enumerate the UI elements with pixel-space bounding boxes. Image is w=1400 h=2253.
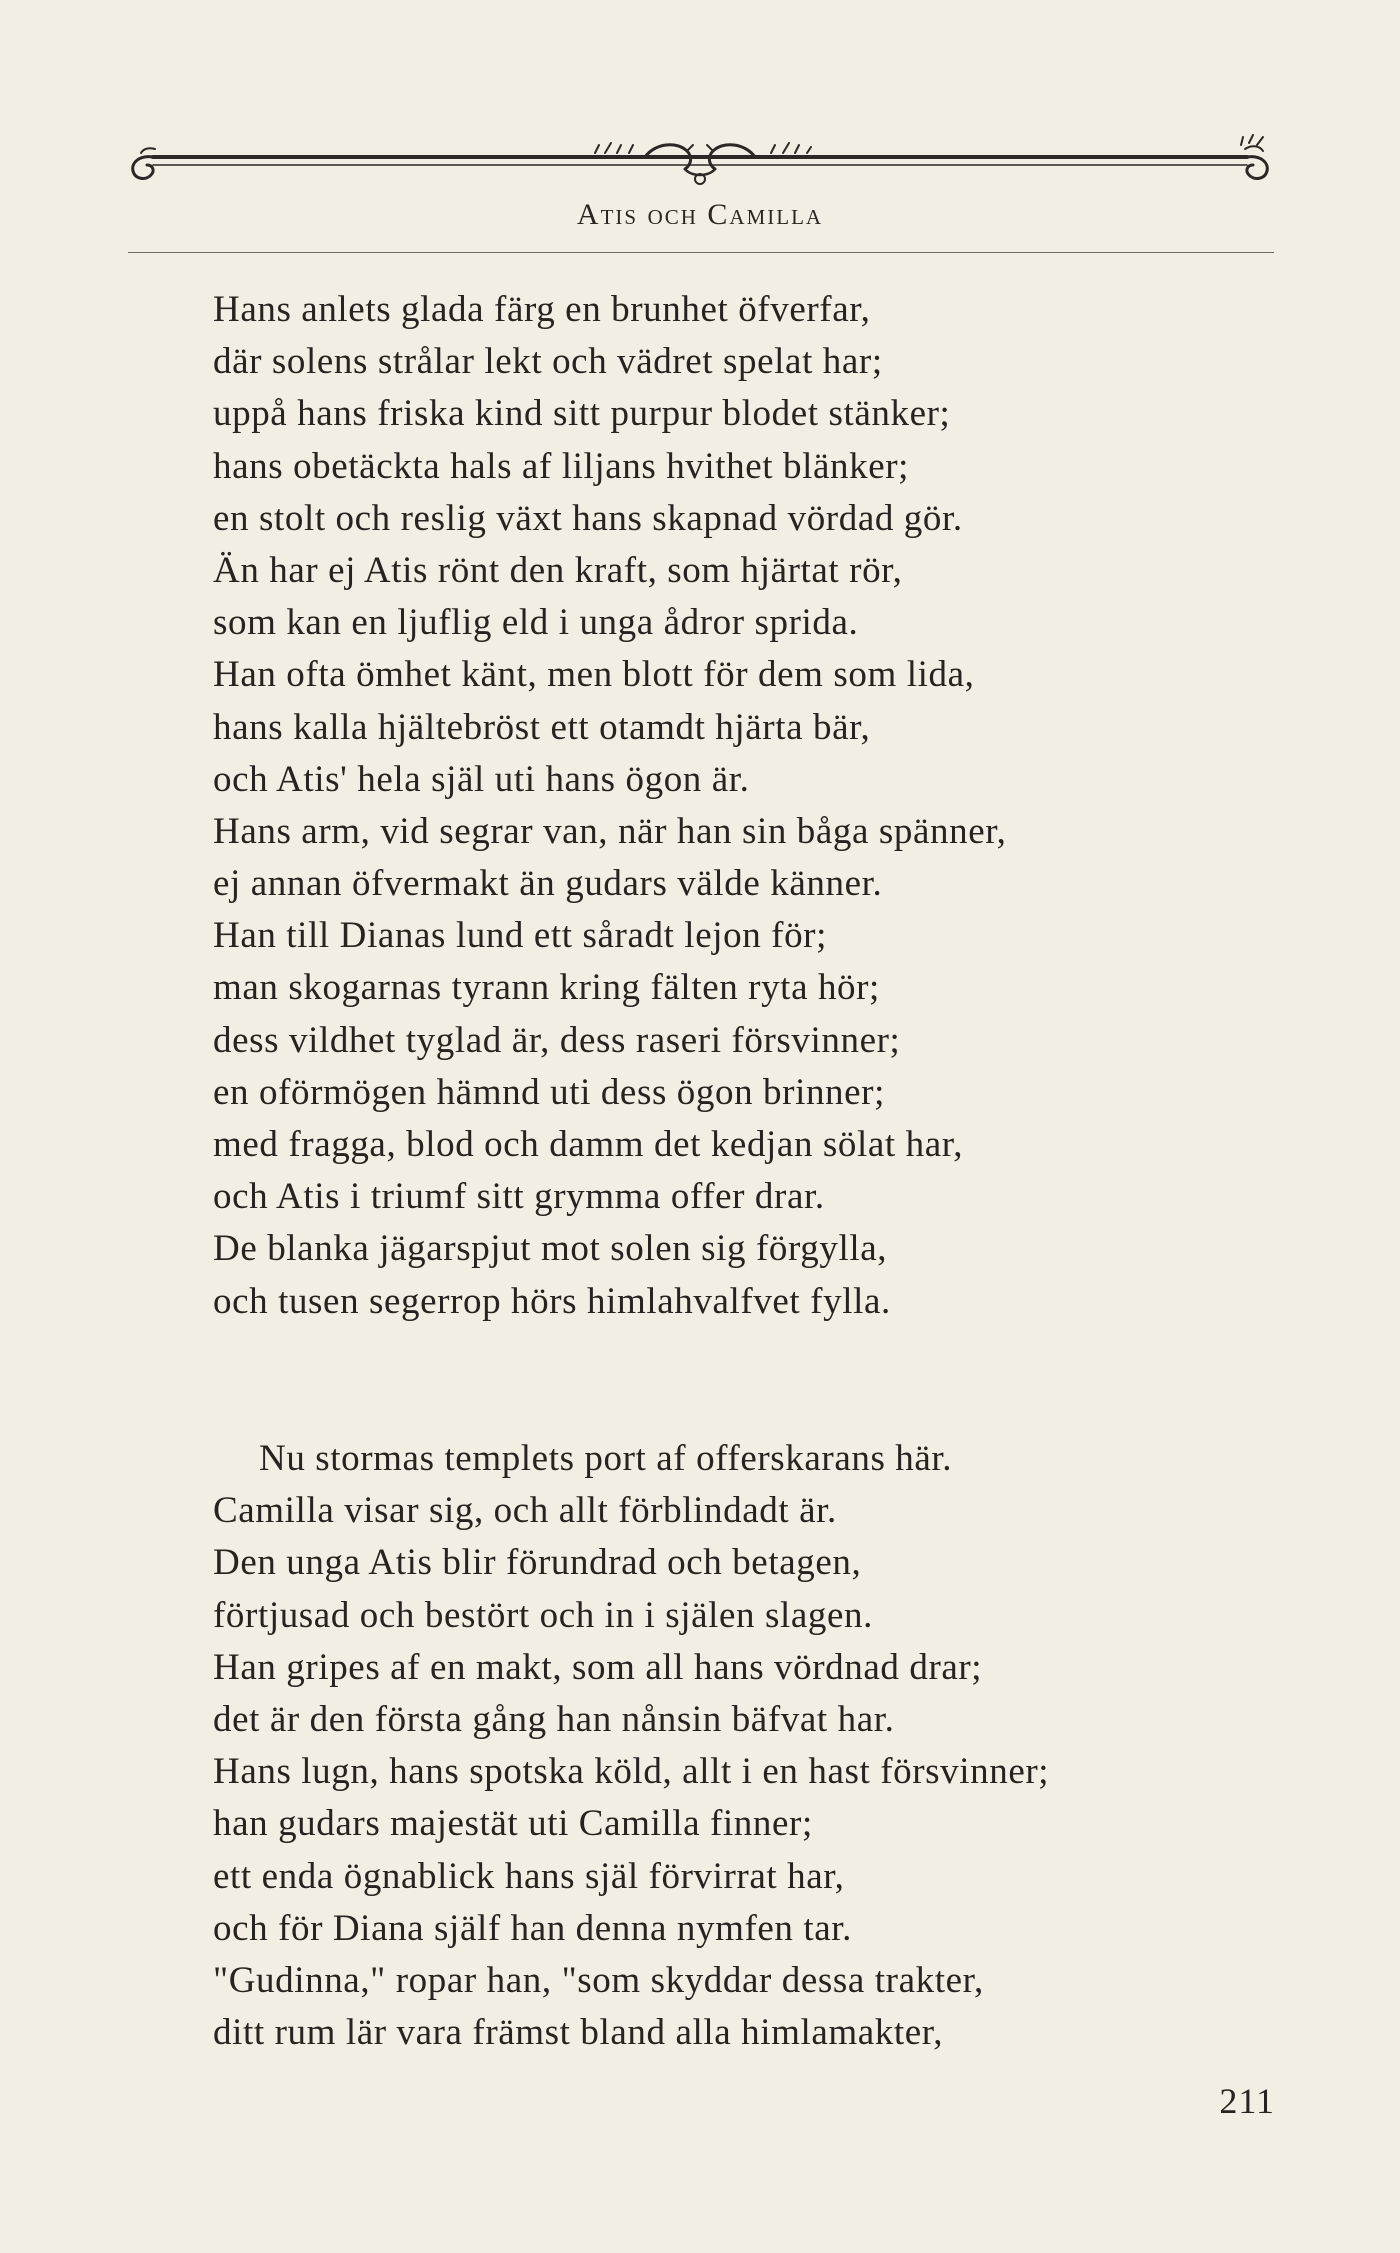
verse-line: hans kalla hjältebröst ett otamdt hjärta bär, xyxy=(213,706,871,748)
verse-line: och för Diana själf han denna nymfen tar. xyxy=(213,1907,852,1949)
verse-line: som kan en ljuflig eld i unga ådror sprida. xyxy=(213,602,859,644)
verse-line: Han till Dianas lund ett såradt lejon för; xyxy=(213,915,827,957)
page-number: 211 xyxy=(1219,2081,1275,2121)
verse-line: Camilla visar sig, och allt förblindadt är. xyxy=(213,1490,837,1532)
verse-line: en stolt och reslig växt hans skapnad vördad gör. xyxy=(213,497,963,539)
verse-line: förtjusad och bestört och in i själen slagen. xyxy=(213,1594,873,1636)
header-divider xyxy=(128,252,1274,253)
verse-line: uppå hans friska kind sitt purpur blodet stänker; xyxy=(213,393,951,435)
header-ornament-icon xyxy=(125,125,1275,195)
verse-line: och tusen segerrop hörs himlahvalfvet fylla. xyxy=(213,1280,891,1322)
verse-line: Hans anlets glada färg en brunhet öfverfar, xyxy=(213,289,871,330)
running-title: Atis och Camilla xyxy=(576,198,824,231)
verse-line: ej annan öfvermakt än gudars välde känner. xyxy=(213,863,883,905)
verse-line: ditt rum lär vara främst bland alla himlamakter, xyxy=(213,2012,944,2054)
verse-line: det är den första gång han nånsin bäfvat har. xyxy=(213,1698,895,1740)
verse-line: Den unga Atis blir förundrad och betagen, xyxy=(213,1542,862,1584)
verse-line: Han ofta ömhet känt, men blott för dem som lida, xyxy=(213,654,975,696)
verse-line: en oförmögen hämnd uti dess ögon brinner; xyxy=(213,1071,885,1113)
verse-line: Hans lugn, hans spotska köld, allt i en hast försvinner; xyxy=(213,1751,1050,1793)
verse-line: dess vildhet tyglad är, dess raseri försvinner; xyxy=(213,1019,901,1061)
verse-line: med fragga, blod och damm det kedjan sölat har, xyxy=(213,1124,964,1165)
verse-line: ett enda ögnablick hans själ förvirrat har, xyxy=(213,1855,845,1897)
verse-line: Nu stormas templets port af offerskarans här. xyxy=(259,1438,953,1479)
verse-line: Hans arm, vid segrar van, när han sin båga spänner, xyxy=(213,810,1007,852)
verse-line: "Gudinna," ropar han, "som skyddar dessa trakter, xyxy=(213,1959,984,2001)
verse-line: Än har ej Atis rönt den kraft, som hjärtat rör, xyxy=(213,549,903,591)
verse-line: där solens strålar lekt och vädret spelat har; xyxy=(213,341,883,383)
verse-line: Han gripes af en makt, som all hans vördnad drar; xyxy=(213,1646,983,1688)
verse-line: De blanka jägarspjut mot solen sig förgylla, xyxy=(213,1228,888,1270)
stanza-1 xyxy=(213,284,1007,1328)
verse-line: han gudars majestät uti Camilla finner; xyxy=(213,1803,813,1845)
verse-line: hans obetäckta hals af liljans hvithet blänker; xyxy=(213,445,910,487)
stanza-2 xyxy=(213,1433,1049,2059)
verse-line: man skogarnas tyrann kring fälten ryta hör; xyxy=(213,967,880,1009)
verse-line: och Atis i triumf sitt grymma offer drar. xyxy=(213,1176,825,1218)
verse-line: och Atis' hela själ uti hans ögon är. xyxy=(213,758,750,800)
